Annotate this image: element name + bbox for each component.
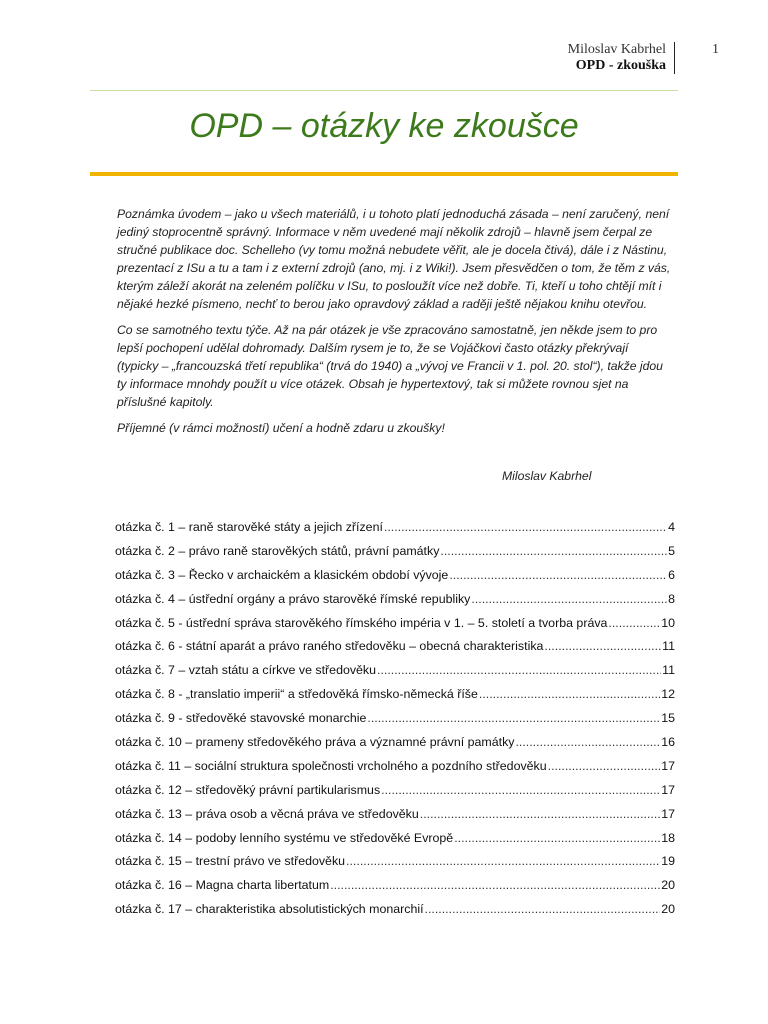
- toc-leader: [608, 616, 660, 630]
- toc-entry[interactable]: [115, 568, 675, 592]
- toc-entry-label: otázka č. 8 - „translatio imperii“ a středověká římsko-německá říše: [115, 687, 478, 702]
- intro-paragraph-1: Poznámka úvodem – jako u všech materiálů, i u tohoto platí jednoduchá zásada – není zaručený, není jediný stoprocentně správný. Informace v něm uvedené mají několik zdrojů – hlavně jsem čerpal ze stručné publikace doc. Schelleho (vy tomu možná nebudete věřit, ale je docela čtivá), dále i z Nástinu, prezentací z ISu a tu a tam i z externí zdrojů (ano, mj. i z Wiki!). Jsem přesvědčen o tom, že těm z vás, kterým záleží akorát na zeleném políčku v ISu, to posloužít více než dobře. Ti, kteří u toho chtějí mít i nějaké hezké písmeno, nechť to berou jako opravdový základ a raději ještě nějakou knihu otevřou.: [117, 207, 671, 311]
- toc-entry-label: otázka č. 1 – raně starověké státy a jejich zřízení: [115, 520, 383, 534]
- toc-leader: [479, 687, 660, 701]
- toc-entry-page: 17: [661, 758, 675, 773]
- toc-entry[interactable]: [115, 854, 675, 878]
- header-author: Miloslav Kabrhel: [567, 42, 666, 57]
- toc-leader: [346, 854, 660, 868]
- toc-entry-label: otázka č. 5 - ústřední správa starověkého římského impéria v 1. – 5. století a tvorba práva: [115, 615, 608, 630]
- toc-entry[interactable]: [115, 735, 675, 759]
- table-of-contents: [115, 520, 675, 926]
- header-subject: OPD - zkouška: [575, 58, 666, 73]
- toc-entry-label: otázka č. 6 - státní aparát a právo raného středověku – obecná charakteristika: [115, 639, 544, 654]
- running-header: [568, 42, 675, 74]
- toc-entry[interactable]: [115, 663, 675, 687]
- page-number: 1: [712, 42, 719, 57]
- toc-entry[interactable]: [115, 807, 675, 831]
- toc-entry[interactable]: [115, 783, 675, 807]
- toc-entry[interactable]: [115, 878, 675, 902]
- toc-entry-page: 11: [662, 663, 675, 678]
- intro-signature: Miloslav Kabrhel: [502, 469, 592, 483]
- toc-entry-page: 8: [668, 591, 675, 606]
- toc-leader: [449, 568, 667, 582]
- toc-leader: [425, 902, 661, 916]
- toc-entry[interactable]: [115, 639, 675, 663]
- toc-entry[interactable]: [115, 520, 675, 544]
- toc-entry-page: 19: [661, 854, 675, 869]
- toc-entry-page: 16: [661, 735, 675, 750]
- toc-entry-label: otázka č. 7 – vztah státu a církve ve středověku: [115, 663, 377, 678]
- toc-entry-label: otázka č. 3 – Řecko v archaickém a klasickém období vývoje: [115, 567, 449, 582]
- toc-entry[interactable]: [115, 902, 675, 926]
- toc-entry[interactable]: [115, 687, 675, 711]
- toc-entry-label: otázka č. 16 – Magna charta libertatum: [115, 878, 330, 893]
- toc-entry-page: 20: [661, 902, 675, 917]
- toc-entry-page: 20: [661, 878, 675, 893]
- toc-leader: [471, 592, 667, 606]
- toc-entry-label: otázka č. 4 – ústřední orgány a právo starověké římské republiky: [115, 591, 471, 606]
- toc-entry-page: 17: [661, 806, 675, 821]
- toc-leader: [515, 735, 660, 749]
- toc-leader: [548, 759, 661, 773]
- toc-leader: [440, 544, 667, 558]
- toc-entry-page: 4: [668, 520, 675, 534]
- toc-entry[interactable]: [115, 592, 675, 616]
- toc-entry-page: 11: [662, 639, 675, 654]
- toc-entry-page: 10: [661, 615, 675, 630]
- toc-entry-label: otázka č. 2 – právo raně starověkých států, právní památky: [115, 543, 440, 558]
- toc-entry-page: 18: [661, 830, 675, 845]
- toc-leader: [454, 831, 660, 845]
- toc-entry-label: otázka č. 15 – trestní právo ve středověku: [115, 854, 346, 869]
- toc-leader: [330, 878, 660, 892]
- toc-leader: [367, 711, 660, 725]
- toc-leader: [420, 807, 660, 821]
- toc-leader: [544, 639, 661, 653]
- toc-entry-label: otázka č. 11 – sociální struktura společnosti vrcholného a pozdního středověku: [115, 758, 547, 773]
- toc-entry-page: 12: [661, 687, 675, 702]
- toc-entry[interactable]: [115, 544, 675, 568]
- toc-entry-label: otázka č. 14 – podoby lenního systému ve středověké Evropě: [115, 830, 454, 845]
- header-divider: [90, 90, 678, 91]
- toc-entry-label: otázka č. 13 – práva osob a věcná práva ve středověku: [115, 806, 419, 821]
- toc-leader: [377, 663, 661, 677]
- intro-paragraph-3: Příjemné (v rámci možností) učení a hodně zdaru u zkoušky!: [117, 421, 445, 435]
- toc-entry-label: otázka č. 10 – prameny středověkého práva a významné právní památky: [115, 735, 515, 750]
- intro-note: [117, 205, 673, 445]
- toc-entry-label: otázka č. 12 – středověký právní partikularismus: [115, 782, 381, 797]
- toc-entry-page: 17: [661, 782, 675, 797]
- toc-entry-label: otázka č. 9 - středověké stavovské monarchie: [115, 711, 367, 726]
- toc-entry[interactable]: [115, 616, 675, 640]
- toc-entry-page: 6: [668, 567, 675, 582]
- toc-entry-page: 15: [661, 711, 675, 726]
- toc-entry-label: otázka č. 17 – charakteristika absolutistických monarchií: [115, 902, 424, 917]
- toc-leader: [384, 520, 667, 534]
- toc-entry[interactable]: [115, 759, 675, 783]
- title-underline: [90, 172, 678, 176]
- intro-paragraph-2: Co se samotného textu týče. Až na pár otázek je vše zpracováno samostatně, jen někde jsem to pro lepší pochopení udělal dohromady. Dalším rysem je to, že se Vojáčkovi často otázky překrývají (typicky – „francouzská třetí republika“ (trvá do 1940) a „vývoj ve Francii v 1. pol. 20. stol“), takže jdou ty informace mnohdy použít u více otázek. Obsah je hypertextový, tak si můžete rovnou sjet na příslušné kapitoly.: [117, 323, 663, 409]
- toc-leader: [381, 783, 660, 797]
- toc-entry[interactable]: [115, 711, 675, 735]
- page-title: OPD – otázky ke zkoušce: [189, 107, 579, 145]
- toc-entry-page: 5: [668, 543, 675, 558]
- toc-entry[interactable]: [115, 831, 675, 855]
